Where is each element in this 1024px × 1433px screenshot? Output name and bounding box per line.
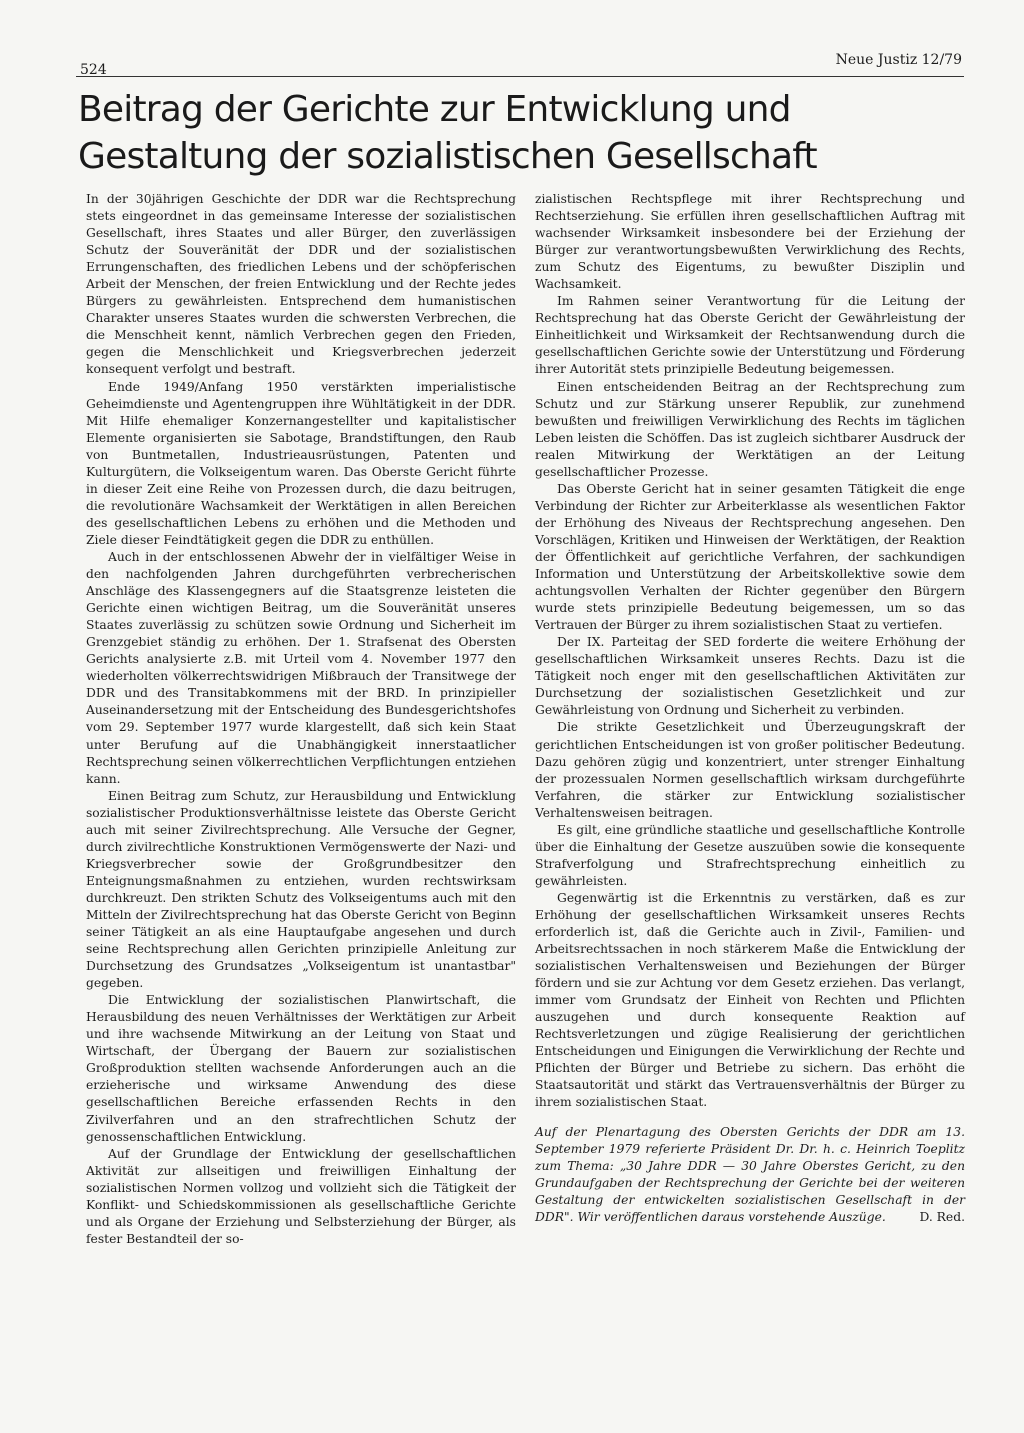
paragraph: Es gilt, eine gründliche staatliche und gesellschaftliche Kontrolle über die Einhaltung der Gesetze auszuüben sowie die konsequente Strafverfolgung und Strafrechtsprechung einheitlich zu gewährleisten.: [535, 822, 965, 888]
paragraph: Einen entscheidenden Beitrag an der Rechtsprechung zum Schutz und zur Stärkung unserer Republik, zur zunehmend bewußten und freiwilligen Verwirklichung des Rechts im täglichen Leben leisten die Schöffen. Das ist zugleich sichtbarer Ausdruck der realen Mitwirkung der Werktätigen an der Leitung gesellschaftlicher Prozesse.: [535, 379, 965, 479]
article-title: Beitrag der Gerichte zur Entwicklung und Gestaltung der sozialistischen Gesellschaft: [78, 89, 817, 177]
paragraph: Der IX. Parteitag der SED forderte die weitere Erhöhung der gesellschaftlichen Wirksamkeit unseres Rechts. Dazu ist die Tätigkeit noch enger mit den gesellschaftlichen Aktivitäten zur Durchsetzung der sozialistischen Gesetzlichkeit und zur Gewährleistung von Ordnung und Sicherheit zu verbinden.: [535, 635, 965, 718]
journal-reference: Neue Justiz 12/79: [835, 52, 962, 68]
paragraph: zialistischen Rechtspflege mit ihrer Rechtsprechung und Rechtserziehung. Sie erfüllen ihren gesellschaftlichen Auftrag mit wachsender Wirksamkeit insbesondere bei der Erziehung der Bürger zur verantwortungsbewußten Verwirklichung des Rechts, zum Schutz des Eigentums, zu bewußter Disziplin und Wachsamkeit.: [535, 192, 965, 292]
paragraph: Die Entwicklung der sozialistischen Planwirtschaft, die Herausbildung des neuen Verhältnisses der Werktätigen zur Arbeit und ihre wachsende Mitwirkung an der Leitung von Staat und Wirtschaft, der Übergang der Bauern zur sozialistischen Großproduktion stellten wachsende Anforderungen auch an die erzieherische und wirksame Anwendung des diese gesellschaftlichen Bereiche erfassenden Rechts in den Zivilverfahren und an den strafrechtlichen Schutz der genossenschaftlichen Entwicklung.: [86, 993, 516, 1144]
paragraph: Im Rahmen seiner Verantwortung für die Leitung der Rechtsprechung hat das Oberste Gericht der Gewährleistung der Einheitlichkeit und Wirksamkeit der Rechtsanwendung durch die gesellschaftlichen Gerichte sowie der Unterstützung und Förderung ihrer Autorität stets prinzipielle Bedeutung beigemessen.: [535, 294, 965, 377]
paragraph: Gegenwärtig ist die Erkenntnis zu verstärken, daß es zur Erhöhung der gesellschaftlichen Wirksamkeit unseres Rechts erforderlich ist, daß die Gerichte auch in Zivil-, Familien- und Arbeitsrechtssachen in noch stärkerem Maße die Entwicklung der sozialistischen Verhaltensweisen und Beziehungen der Bürger fördern und sie zur Achtung vor dem Gesetz erziehen. Das verlangt, immer vom Grundsatz der Einheit von Rechten und Pflichten auszugehen und durch konsequente Reaktion auf Rechtsverletzungen und zügige Realisierung der gerichtlichen Entscheidungen und Einigungen die Verwirklichung der Rechte und Pflichten der Bürger und Betriebe zu sichern. Das erhöht die Staatsautorität und stärkt das Vertrauensverhältnis der Bürger zu ihrem sozialistischen Staat.: [535, 890, 965, 1110]
paragraph: Das Oberste Gericht hat in seiner gesamten Tätigkeit die enge Verbindung der Richter zur Arbeiterklasse als wesentlichen Faktor der Erhöhung des Niveaus der Rechtsprechung angesehen. Den Vorschlägen, Kritiken und Hinweisen der Werktätigen, der Reaktion der Öffentlichkeit auf gerichtliche Verfahren, der sachkundigen Information und Unterstützung der Arbeitskollektive sowie dem achtungsvollen Verhalten der Richter gegenüber den Bürgern wurde stets prinzipielle Bedeutung beigemessen, um so das Vertrauen der Bürger zu ihrem sozialistischen Staat zu vertiefen.: [535, 481, 965, 633]
right-column: [535, 191, 965, 1226]
paragraph: Einen Beitrag zum Schutz, zur Herausbildung und Entwicklung sozialistischer Produktionsverhältnisse leistete das Oberste Gericht auch mit seiner Zivilrechtsprechung. Alle Versuche der Gegner, durch zivilrechtliche Konstruktionen Vermögenswerte der Nazi- und Kriegsverbrecher sowie der Großgrundbesitzer den Enteignungsmaßnahmen zu entziehen, wurden rechtswirksam durchkreuzt. Den strikten Schutz des Volkseigentums auch mit den Mitteln der Zivilrechtsprechung hat das Oberste Gericht von Beginn seiner Tätigkeit an als eine Hauptaufgabe angesehen und durch seine Rechtsprechung allen Gerichten prinzipielle Anleitung zur Durchsetzung des Grundsatzes „Volkseigentum ist unantastbar" gegeben.: [86, 788, 516, 991]
editorial-note-text: Auf der Plenartagung des Obersten Gerichts der DDR am 13. September 1979 referierte Präsident Dr. Dr. h. c. Heinrich Toeplitz zum Thema: „30 Jahre DDR — 30 Jahre Oberstes Gericht, zu den Grundaufgaben der Rechtsprechung der Gerichte bei der weiteren Gestaltung der entwickelten sozialistischen Gesellschaft in der DDR". Wir veröffentlichen daraus vorstehende Auszüge.: [535, 1124, 965, 1224]
paragraph: Auch in der entschlossenen Abwehr der in vielfältiger Weise in den nachfolgenden Jahren durchgeführten verbrecherischen Anschläge des Klassengegners auf die Staatsgrenze leisteten die Gerichte einen wichtigen Beitrag, um die Souveränität unseres Staates zuverlässig zu schützen sowie Ordnung und Sicherheit im Grenzgebiet ständig zu erhöhen. Der 1. Strafsenat des Obersten Gerichts analysierte z.B. mit Urteil vom 4. November 1977 den wiederholten völkerrechtswidrigen Mißbrauch der Transitwege der DDR und des Transitabkommens mit der BRD. In prinzipieller Auseinandersetzung mit der Entscheidung des Bundesgerichtshofes vom 29. September 1977 wurde klargestellt, daß sich kein Staat unter Berufung auf die Unabhängigkeit innerstaatlicher Rechtsprechung seinen völkerrechtlichen Verpflichtungen entziehen kann.: [86, 549, 516, 786]
page-number: 524: [80, 62, 107, 78]
paragraph: Auf der Grundlage der Entwicklung der gesellschaftlichen Aktivität zur allseitigen und freiwilligen Einhaltung der sozialistischen Normen vollzog und vollzieht sich die Tätigkeit der Konflikt- und Schiedskommissionen als gesellschaftliche Gerichte und als Organe der Erziehung und Selbsterziehung der Bürger, als fester Bestandteil der so-: [86, 1146, 516, 1246]
editorial-note: [535, 1124, 965, 1226]
editorial-note-signature: D. Red.: [919, 1209, 965, 1224]
paragraph: Ende 1949/Anfang 1950 verstärkten imperialistische Geheimdienste und Agentengruppen ihre Wühltätigkeit in der DDR. Mit Hilfe ehemaliger Konzernangestellter und kapitalistischer Elemente organisierten sie Sabotage, Brandstiftungen, den Raub von Buntmetallen, Industrieausrüstungen, Patenten und Kulturgütern, die Volkseigentum waren. Das Oberste Gericht führte in dieser Zeit eine Reihe von Prozessen durch, die dazu beitrugen, die revolutionäre Wachsamkeit der Werktätigen in allen Bereichen des gesellschaftlichen Lebens zu erhöhen und die Methoden und Ziele dieser Feindtätigkeit gegen die DDR zu enthüllen.: [86, 379, 516, 547]
paragraph: In der 30jährigen Geschichte der DDR war die Rechtsprechung stets eingeordnet in das gemeinsame Interesse der sozialistischen Gesellschaft, ihres Staates und aller Bürger, den zuverlässigen Schutz der Souveränität der DDR und der sozialistischen Errungenschaften, des friedlichen Lebens und der schöpferischen Arbeit der Menschen, der freien Entwicklung und der Rechte jedes Bürgers zu gewährleisten. Entsprechend dem humanistischen Charakter unseres Staates wurden die schwersten Verbrechen, die die Menschheit kennt, nämlich Verbrechen gegen den Frieden, gegen die Menschlichkeit und Kriegsverbrechen jederzeit konsequent verfolgt und bestraft.: [86, 192, 516, 377]
paragraph: Die strikte Gesetzlichkeit und Überzeugungskraft der gerichtlichen Entscheidungen ist von großer politischer Bedeutung. Dazu gehören zügig und konzentriert, unter strenger Einhaltung der prozessualen Normen gesellschaftlich wirksam durchgeführte Verfahren, die stärker zur Entwicklung sozialistischer Verhaltensweisen beitragen.: [535, 720, 965, 820]
header-rule: [76, 76, 964, 77]
left-column: [86, 191, 516, 1248]
